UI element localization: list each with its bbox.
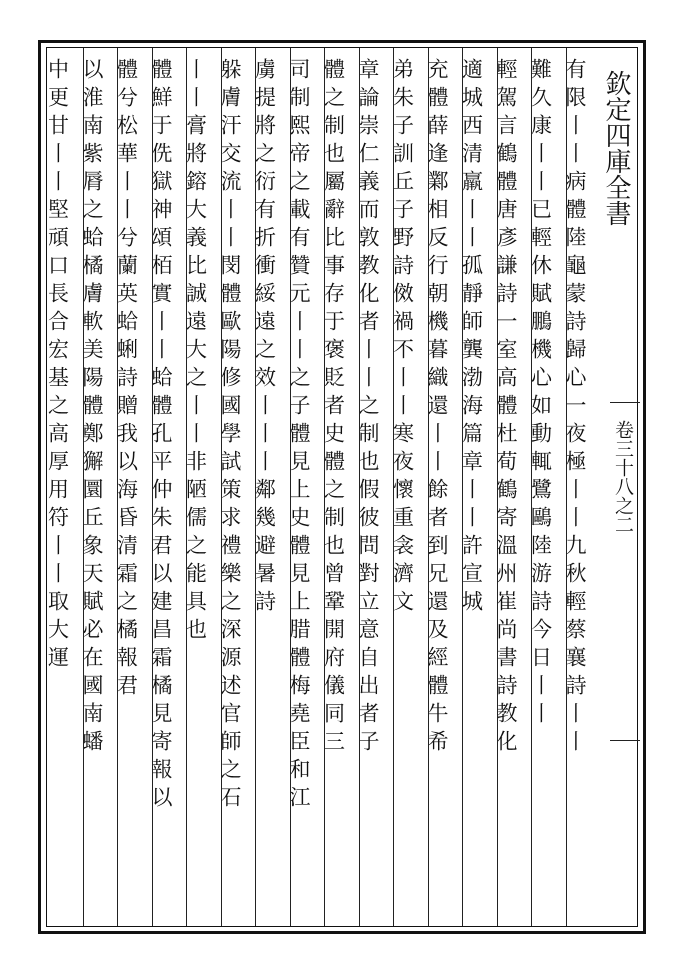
text-column: 體之制也屬辭比事存于褒貶者史體之制也曾鞏開府儀同三 [321, 58, 346, 758]
text-column: 弟朱子訓丘子野詩傚禍不丨丨寒夜懷重衾濟文 [390, 58, 415, 618]
text-column: 司制熙帝之載有贊元丨丨之子體見上史體見上腊體梅堯臣和江 [287, 58, 311, 814]
fish-tail-line-top [610, 402, 640, 403]
column-rule [221, 48, 222, 926]
column-rule [462, 48, 463, 926]
column-rule [117, 48, 118, 926]
text-column: 中更甘丨丨堅頑口長合宏基之高厚用符丨丨取大運 [45, 58, 70, 674]
column-rule [428, 48, 429, 926]
column-rule [359, 48, 360, 926]
column-rule [324, 48, 325, 926]
column-rule [566, 48, 567, 926]
column-rule [255, 48, 256, 926]
text-column: 丨丨膏將鎔大義比誠遠大之丨丨非陋儒之能具也 [183, 58, 208, 646]
column-rule [290, 48, 291, 926]
column-rule [186, 48, 187, 926]
text-column: 有限丨丨病體陸龜蒙詩歸心一夜極丨丨九秋輕蔡襄詩丨丨 [563, 58, 587, 758]
text-column: 充體薛逢鄴相反行朝機暮織還丨丨餘者到兄還及經體牛希 [425, 58, 449, 758]
fish-tail-line-bottom [610, 740, 640, 741]
column-rule [152, 48, 153, 926]
text-column: 輕駕言鶴體唐彥謙詩一室高體杜荀鶴寄溫州崔尚書詩教化 [494, 58, 518, 758]
column-rule [83, 48, 84, 926]
text-column: 虜提將之衍有折衝綏遠之效丨丨丨鄰幾避暑詩 [252, 58, 277, 618]
column-rule [497, 48, 498, 926]
text-column: 章論崇仁義而敦教化者丨丨之制也假彼問對立意自出者子 [356, 58, 380, 758]
text-column: 體鮮于侁獄神頌栢實丨丨蛤體孔平仲朱君以建昌霜橘見寄報以 [149, 58, 173, 814]
text-column: 以淮南紫脣之蛤橘膚軟美陽體鄭獬圜丘象天賦必在國南蟠 [80, 58, 104, 758]
column-rule [531, 48, 532, 926]
book-title: 欽定四庫全書 [601, 70, 631, 226]
column-rule [393, 48, 394, 926]
text-column: 適城西清羸丨丨孤靜師龔渤海篇章丨丨許宣城 [459, 58, 484, 618]
text-column: 躲膚汗交流丨丨閔體歐陽修國學試策求禮樂之深源述官師之石 [218, 58, 242, 814]
text-column: 體兮松華丨丨兮蘭英蛤蜊詩贈我以海昏清霜之橘報君 [114, 58, 139, 702]
text-column: 難久康丨丨已輕休賦鵬機心如動輒鷺鷗陸游詩今日丨丨 [528, 58, 553, 730]
volume-label: 卷三十八之二 [612, 420, 634, 534]
